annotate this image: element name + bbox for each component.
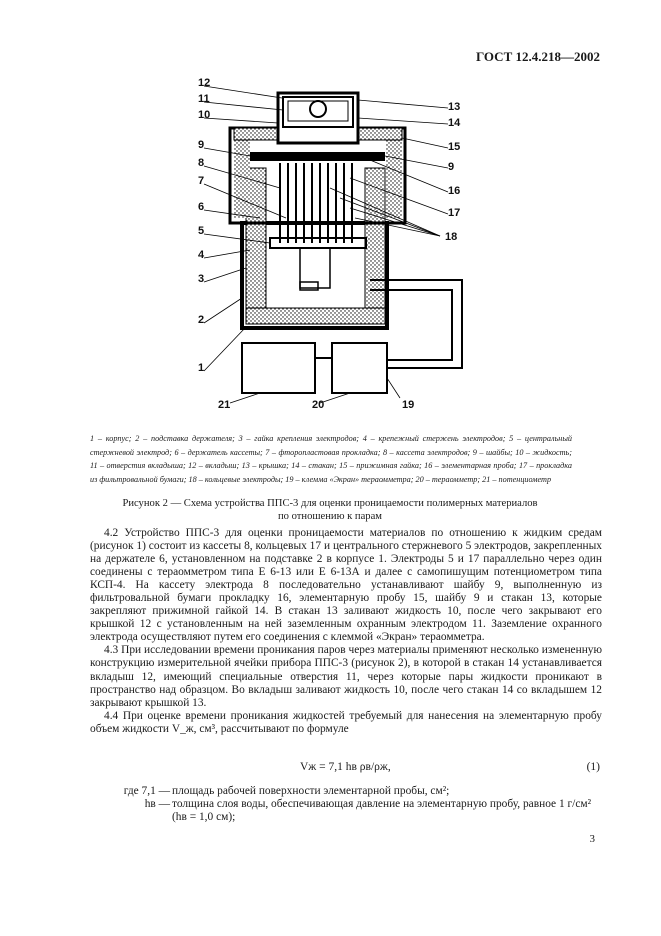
paragraph-4-2: 4.2 Устройство ППС-3 для оценки проницаемости материалов по отношению к жидким средам (рисунок 1) состоит из кассеты 8, кольцевых 17 и центрального стержневого 5 электродов, закрепленных на держателе 6, установленном на подставке 2 в корпусе 1. Электроды 5 и 17 параллельно через один соединены с тераомметром типа Е 6-13 или Е 6-13А и далее с самопишущим потенциометром типа КСП-4. На кассету электрода 8 последовательно устанавливают шайбу 9, выполненную из фильтровальной бумаги прокладку 16, элементарную пробу 15, шайбу 9 и стакан 13, которые закрепляют прижимной гайкой 14. В стакан 13 заливают жидкость 10, после чего закрывают его крышкой 12 с установленным на ней заземленным охранным электродом 11. Заземление охранного электрода осуществляют путем его соединения с клеммой «Экран» тераомметра. (90, 527, 602, 644)
fig-label-1: 1 (198, 362, 205, 374)
fig-label-18: 18 (445, 231, 458, 243)
teraohmmeter-box (332, 343, 387, 393)
figure-legend: 1 – корпус; 2 – подставка держателя; 3 – гайка крепления электродов; 4 – крепежный стержень электродов; 5 – центральный стержневой электрод; 6 – держатель кассеты; 7 – фторопластовая прокладка; 8 – кассета электродов; 9 – шайбы; 10 – жидкость; 11 – отверстия вкладыша; 12 – вкладыш; 13 – крышка; 14 – стакан; 15 – прижимная гайка; 16 – элементарная проба; 17 – прокладка из фильтровальной бумаги; 18 – кольцевые электроды; 19 – клемма «Экран» тераомметра; 20 – тераомметр; 21 – потенциометр (90, 434, 572, 484)
fig-label-14: 14 (448, 117, 461, 129)
caption-line-2: по отношению к парам (278, 511, 382, 522)
paragraph-4-3: 4.3 При исследовании времени проникания паров через материалы применяют несколько измененную конструкцию измерительной ячейки прибора ППС-3 (рисунок 2), в которой в стакан 14 устанавливается вкладыш 12, имеющий специальные отверстия 11, через которые пары жидкости проникают в пространство над образцом. Во вкладыш заливают жидкость 10, после чего стакан 14 со вкладышем 12 закрывают крышкой 13. (90, 644, 602, 709)
where-text: толщина слоя воды, обеспечивающая давление на элементарную пробу, равное 1 г/см² (hв = 1,0 см); (172, 798, 592, 823)
where-row (90, 785, 602, 798)
fig-label-2: 2 (198, 314, 205, 326)
fig-label-3: 3 (198, 273, 205, 285)
fig-label-4: 4 (198, 249, 205, 261)
potentiometer-box (242, 343, 315, 393)
fig-label-10: 10 (198, 109, 211, 121)
fig-label-7: 7 (198, 175, 205, 187)
fig-label-17: 17 (448, 207, 461, 219)
fig-label-6: 6 (198, 201, 205, 213)
where-key: hв — (144, 798, 170, 810)
fig-label-20: 20 (312, 399, 325, 411)
fig-label-8: 8 (198, 157, 205, 169)
fig-label-19: 19 (402, 399, 415, 411)
fig-label-9-left: 9 (198, 139, 205, 151)
fig-label-13: 13 (448, 101, 461, 113)
document-header: ГОСТ 12.4.218—2002 (475, 49, 600, 64)
formula-number: (1) (586, 761, 600, 773)
where-text: площадь рабочей поверхности элементарной пробы, см²; (172, 785, 450, 797)
fig-label-15: 15 (448, 141, 461, 153)
fig-label-21: 21 (218, 399, 231, 411)
formula-explanation (90, 785, 602, 824)
where-row (90, 798, 602, 824)
fig-label-16: 16 (448, 185, 461, 197)
fig-label-11: 11 (198, 93, 210, 105)
page-number: 3 (589, 833, 595, 845)
body-text (90, 527, 602, 736)
where-key: где 7,1 — (123, 785, 170, 797)
paragraph-4-4: 4.4 При оценке времени проникания жидкостей требуемый для нанесения на элементарную пробу объем жидкости V_ж, см³, рассчитывают по формуле (90, 709, 602, 735)
fig-label-5: 5 (198, 225, 205, 237)
formula: Vж = 7,1 hв ρв/ρж, (300, 761, 391, 773)
fig-label-9-right: 9 (448, 161, 455, 173)
device-diagram (190, 68, 480, 418)
caption-line-1: Рисунок 2 — Схема устройства ППС-3 для оценки проницаемости полимерных материалов (122, 498, 538, 509)
figure-caption (70, 497, 590, 523)
fig-label-12: 12 (198, 77, 211, 89)
